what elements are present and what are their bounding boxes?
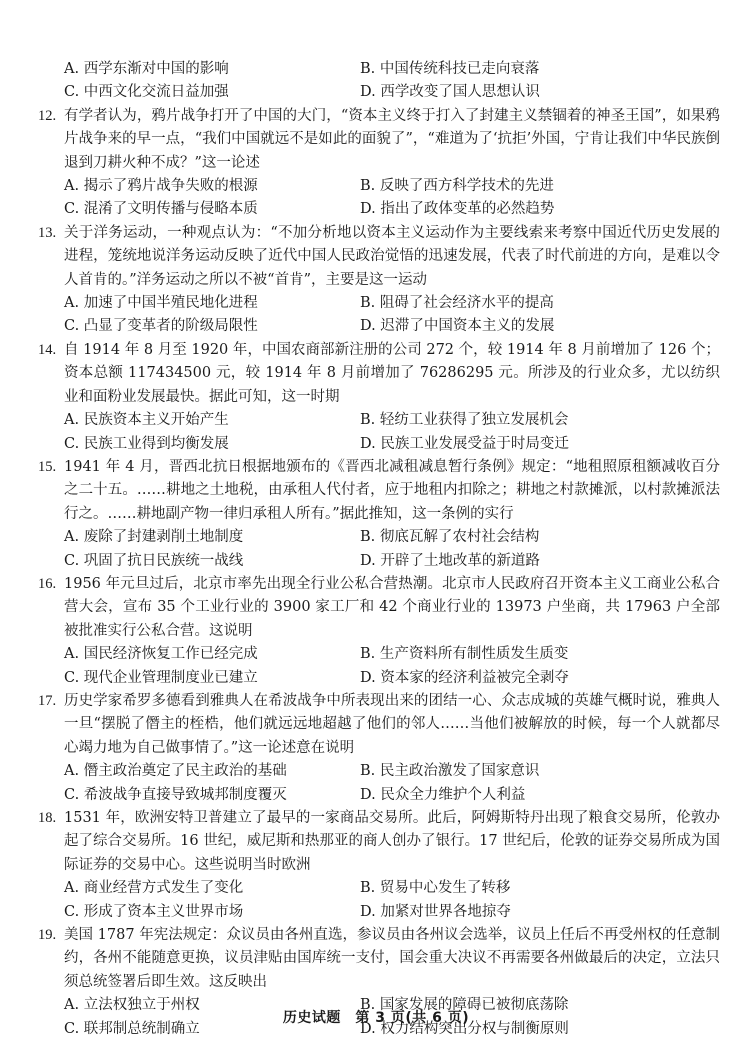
option-c: C. 现代企业管理制度业已建立 [64, 669, 258, 686]
question-12 [40, 105, 720, 222]
option-a: A. 揭示了鸦片战争失败的根源 [64, 178, 258, 195]
option-d: D. 民族工业发展受益于时局变迁 [360, 435, 569, 452]
question-number: 18. [38, 810, 57, 826]
question-options [40, 175, 720, 222]
question-text: 美国 1787 年宪法规定：众议员由各州直选，参议员由各州议会选举，议员上任后不再受州权的任意制约，各州不能随意更换，议员津贴由国库统一支付，国会重大决议不再需要各州做最后的决定，立法只须总统签署后即生效。这反映出 [64, 927, 720, 990]
question-14 [40, 339, 720, 456]
option-d: D. 权力结构突出分权与制衡原则 [360, 1020, 569, 1037]
question-number: 19. [38, 927, 57, 944]
option-b: B. 中国传统科技已走向衰落 [360, 61, 540, 77]
question-text: 历史学家希罗多德看到雅典人在希波战争中所表现出来的团结一心、众志成城的英雄气概时说，雅典人一旦“摆脱了僭主的桎梏，他们就远远地超越了他们的邻人……当他们被解放的时候，每一个人就都尽心竭力地为自己做事情了。”这一论述意在说明 [64, 692, 720, 756]
question-text: 1941 年 4 月，晋西北抗日根据地颁布的《晋西北减租减息暂行条例》规定：“地租照原租额减收百分之二十五。……耕地之土地税，由承租人代付者，应于地租内扣除之；耕地之村款摊派，以村款摊派法行之。……耕地副产物一律归承租人所有。”据此推知，这一条例的实行 [64, 458, 720, 522]
question-16 [40, 573, 720, 690]
option-a: A. 废除了封建剥削土地制度 [64, 529, 244, 546]
question-number: 15. [38, 458, 57, 475]
option-c: C. 混淆了文明传播与侵略本质 [64, 201, 258, 218]
option-a: A. 僭主政治奠定了民主政治的基础 [64, 763, 287, 780]
question-options [40, 526, 720, 573]
option-b: B. 反映了西方科学技术的先进 [360, 178, 554, 195]
option-a: A. 民族资本主义开始产生 [64, 412, 229, 429]
option-a: A. 立法权独立于州权 [64, 997, 200, 1014]
question-stem [40, 456, 720, 526]
option-d: D. 指出了政体变革的必然趋势 [360, 201, 555, 218]
option-d: D. 迟滞了中国资本主义的发展 [360, 318, 555, 335]
option-b: B. 民主政治激发了国家意识 [360, 763, 540, 780]
option-a: A. 加速了中国半殖民地化进程 [64, 295, 258, 312]
option-c: C. 巩固了抗日民族统一战线 [64, 552, 244, 569]
option-a: A. 西学东渐对中国的影响 [64, 61, 229, 77]
question-stem [40, 222, 720, 292]
question-number: 13. [38, 224, 57, 241]
option-c: C. 中西文化交流日益加强 [64, 84, 229, 101]
question-stem [40, 924, 720, 994]
option-c: C. 凸显了变革者的阶级局限性 [64, 318, 258, 335]
option-c: C. 形成了资本主义世界市场 [64, 903, 244, 920]
option-c: C. 联邦制总统制确立 [64, 1020, 200, 1037]
page-footer: 历史试题 第 3 页(共 6 页) [282, 1010, 470, 1026]
option-b: B. 阻碍了社会经济水平的提高 [360, 295, 554, 312]
question-number: 16. [38, 575, 57, 592]
question-options [40, 877, 720, 924]
question-options [40, 409, 720, 456]
question-text: 关于洋务运动，一种观点认为：“不加分析地以资本主义运动作为主要线索来考察中国近代历史发展的进程，笼统地说洋务运动反映了近代中国人民政治觉悟的迅速发展，代表了时代前进的方向，是难以令人首肯的。”洋务运动之所以不被“首肯”，主要是这一运动 [64, 224, 720, 288]
question-text: 有学者认为，鸦片战争打开了中国的大门，“资本主义终于打入了封建主义禁锢着的神圣王国”，如果鸦片战争来的早一点，“我们中国就远不是如此的面貌了”，“难道为了‘抗拒’外国，宁肯让我们中华民族倒退到刀耕火种不成？”这一论述 [64, 107, 720, 171]
option-a: A. 国民经济恢复工作已经完成 [64, 646, 258, 663]
question-stem [40, 573, 720, 643]
option-c: C. 希波战争直接导致城邦制度覆灭 [64, 786, 287, 803]
question-13 [40, 222, 720, 339]
question-text: 自 1914 年 8 月至 1920 年，中国农商部新注册的公司 272 个，较 1914 年 8 月前增加了 126 个；资本总额 117434500 元，较 1914 年 8 月前增加了 76286295 元。所涉及的行业众多，尤以纺织业和面粉业发展最快。据此可知，这一时期 [64, 341, 720, 405]
question-text: 1531 年，欧洲安特卫普建立了最早的一家商品交易所。此后，阿姆斯特丹出现了粮食交易所，伦敦办起了综合交易所。16 世纪，威尼斯和热那亚的商人创办了银行。17 世纪后，伦敦的证券交易所成为国际证券的交易中心。这些说明当时欧洲 [64, 810, 720, 873]
question-number: 17. [38, 692, 57, 709]
question-stem [40, 690, 720, 760]
option-d: D. 资本家的经济利益被完全剥夺 [360, 669, 569, 686]
question-stem [40, 105, 720, 175]
question-options [40, 760, 720, 807]
option-b: B. 生产资料所有制性质发生质变 [360, 646, 569, 663]
option-d: D. 加紧对世界各地掠夺 [360, 903, 511, 920]
question-stem [40, 339, 720, 409]
question-17 [40, 690, 720, 807]
option-d: D. 民众全力维护个人利益 [360, 786, 526, 803]
previous-question-options [40, 58, 720, 105]
question-18 [40, 807, 720, 924]
option-c: C. 民族工业得到均衡发展 [64, 435, 229, 452]
option-b: B. 贸易中心发生了转移 [360, 880, 511, 897]
option-d: D. 西学改变了国人思想认识 [360, 84, 540, 101]
option-a: A. 商业经营方式发生了变化 [64, 880, 244, 897]
option-d: D. 开辟了土地改革的新道路 [360, 552, 540, 569]
option-b: B. 国家发展的障碍已被彻底荡除 [360, 997, 569, 1014]
option-b: B. 彻底瓦解了农村社会结构 [360, 529, 540, 546]
question-stem [40, 807, 720, 877]
question-15 [40, 456, 720, 573]
question-number: 14. [38, 341, 57, 358]
exam-page [40, 58, 720, 1041]
option-b: B. 轻纺工业获得了独立发展机会 [360, 412, 569, 429]
question-number: 12. [38, 107, 57, 124]
question-options [40, 292, 720, 339]
question-options [40, 643, 720, 690]
question-text: 1956 年元旦过后，北京市率先出现全行业公私合营热潮。北京市人民政府召开资本主义工商业公私合营大会，宣布 35 个工业行业的 3900 家工厂和 42 个商业行业的 13973 户坐商，共 17963 户全部被批准实行公私合营。这说明 [64, 575, 720, 639]
